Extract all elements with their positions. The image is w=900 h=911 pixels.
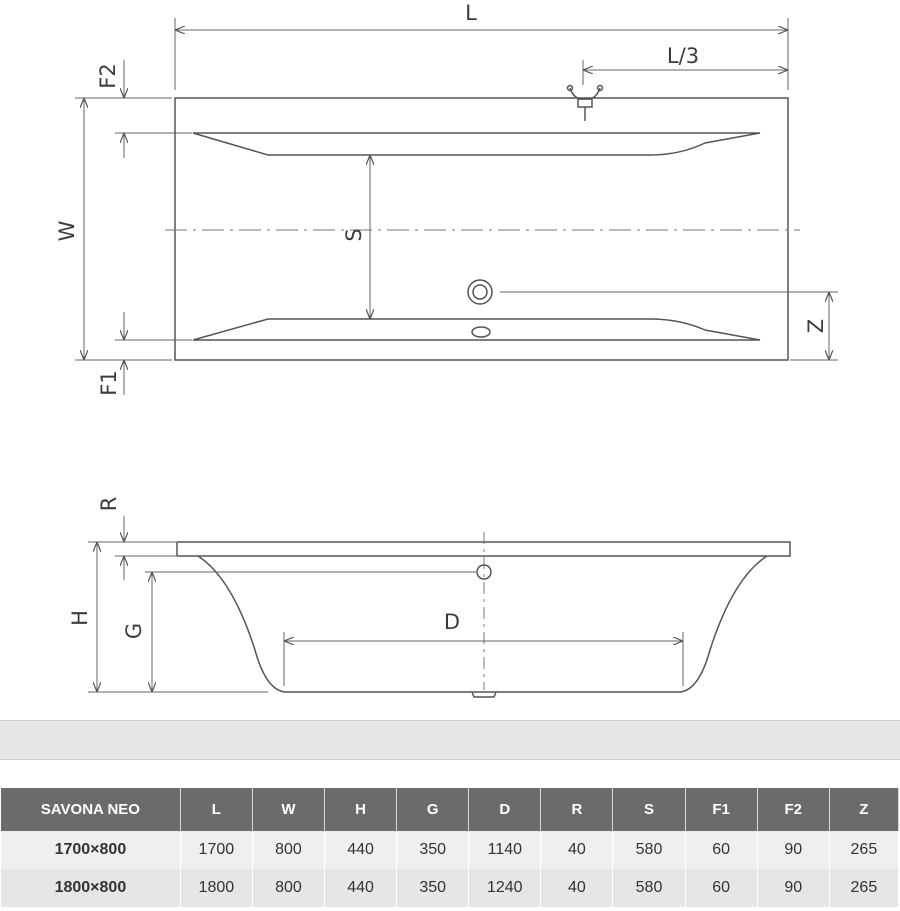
cell-F1: 60 [685, 869, 757, 907]
cell-D: 1140 [469, 831, 541, 869]
dim-label-G: G [122, 622, 146, 640]
cell-D: 1240 [469, 869, 541, 907]
cell-F2: 90 [757, 869, 829, 907]
overflow-icon [472, 327, 490, 337]
tub-outline-top [175, 98, 788, 360]
dim-label-F2: F2 [96, 63, 120, 89]
cell-H: 440 [325, 869, 397, 907]
cell-R: 40 [541, 831, 613, 869]
separator-band [0, 720, 900, 760]
header-F1: F1 [685, 788, 757, 831]
cell-Z: 265 [829, 831, 898, 869]
cell-model: 1800×800 [1, 869, 180, 907]
dimensions-table [1, 788, 899, 907]
cell-W: 800 [252, 831, 324, 869]
dim-label-R: R [97, 496, 121, 512]
header-model: SAVONA NEO [1, 788, 180, 831]
dim-label-F1: F1 [97, 370, 121, 396]
table-row [1, 869, 899, 907]
dim-label-S: S [342, 228, 366, 242]
dim-label-L: L [465, 1, 477, 25]
cell-H: 440 [325, 831, 397, 869]
cell-model: 1700×800 [1, 831, 180, 869]
header-D: D [469, 788, 541, 831]
dim-label-W: W [55, 220, 79, 242]
header-F2: F2 [757, 788, 829, 831]
top-view-dimensions [75, 18, 838, 395]
header-Z: Z [829, 788, 898, 831]
dim-label-D: D [443, 610, 461, 634]
header-S: S [613, 788, 685, 831]
cell-W: 800 [252, 869, 324, 907]
cell-L: 1700 [180, 831, 252, 869]
cell-R: 40 [541, 869, 613, 907]
cell-G: 350 [397, 831, 469, 869]
drain-icon [468, 280, 492, 304]
faucet-icon [568, 86, 603, 122]
cell-F2: 90 [757, 831, 829, 869]
dim-label-H: H [68, 610, 92, 626]
header-R: R [541, 788, 613, 831]
dim-label-L3: L/3 [666, 44, 700, 68]
header-W: W [252, 788, 324, 831]
dim-label-Z: Z [804, 318, 828, 334]
cell-G: 350 [397, 869, 469, 907]
header-L: L [180, 788, 252, 831]
cell-S: 580 [613, 831, 685, 869]
upper-rim-profile [193, 133, 760, 155]
header-G: G [397, 788, 469, 831]
tub-body-side [198, 556, 767, 692]
header-H: H [325, 788, 397, 831]
cell-S: 580 [613, 869, 685, 907]
table-row [1, 831, 899, 869]
side-view [177, 532, 790, 697]
cell-F1: 60 [685, 831, 757, 869]
cell-Z: 265 [829, 869, 898, 907]
cell-L: 1800 [180, 869, 252, 907]
table-header-row [1, 788, 899, 831]
top-view [165, 86, 800, 361]
